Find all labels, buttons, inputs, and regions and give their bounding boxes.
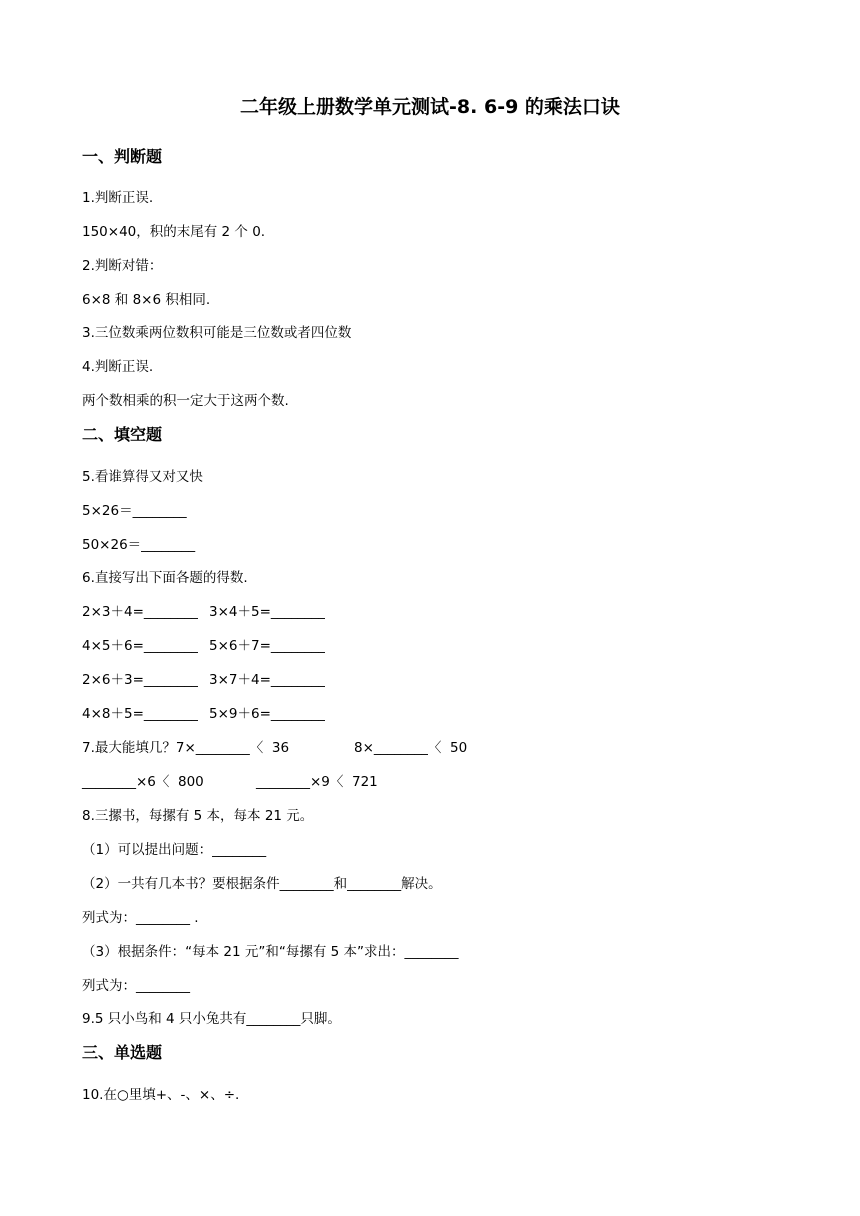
question-7-item-a: 7.最大能填几？7×________〈 36 <box>82 740 290 756</box>
question-8-part-3: （3）根据条件：“每本 21 元”和“每摞有 5 本”求出：________ <box>82 944 459 960</box>
question-6-item: 4×5＋6=________ <box>82 638 198 654</box>
question-6-item: 4×8＋5=________ <box>82 706 198 722</box>
question-9: 9.5 只小鸟和 4 只小兔共有________只脚。 <box>82 1011 341 1027</box>
question-7-item-d: ________×9〈 721 <box>256 774 378 790</box>
question-7-item-b: 8×________〈 50 <box>354 740 468 756</box>
question-2-statement: 6×8 和 8×6 积相同. <box>82 292 211 308</box>
question-8-part-2: （2）一共有几本书？要根据条件________和________解决。 <box>82 876 442 892</box>
question-6-item: 3×7＋4=________ <box>209 672 325 688</box>
question-6: 6.直接写出下面各题的得数. <box>82 570 248 586</box>
question-8-part-2-formula: 列式为：________ . <box>82 910 199 926</box>
question-2: 2.判断对错： <box>82 258 163 274</box>
question-8-part-1: （1）可以提出问题：________ <box>82 842 267 858</box>
question-8-part-3-formula: 列式为：________ <box>82 978 190 994</box>
question-6-item: 5×6＋7=________ <box>209 638 325 654</box>
question-7-item-c: ________×6〈 800 <box>82 774 204 790</box>
question-1-statement: 150×40，积的末尾有 2 个 0. <box>82 224 266 240</box>
question-10: 10.在○里填+、-、×、÷. <box>82 1087 240 1103</box>
question-6-item: 5×9＋6=________ <box>209 706 325 722</box>
question-8: 8.三摞书，每摞有 5 本，每本 21 元。 <box>82 808 314 824</box>
section-heading-fill-blank: 二、填空题 <box>82 425 163 444</box>
section-heading-single-choice: 三、单选题 <box>82 1043 163 1062</box>
question-4: 4.判断正误. <box>82 359 154 375</box>
question-6-item: 3×4＋5=________ <box>209 604 325 620</box>
question-1: 1.判断正误. <box>82 190 154 206</box>
question-5-item-b: 50×26＝________ <box>82 537 196 553</box>
question-5-item-a: 5×26＝________ <box>82 503 187 519</box>
question-6-item: 2×6＋3=________ <box>82 672 198 688</box>
question-3: 3.三位数乘两位数积可能是三位数或者四位数 <box>82 325 352 341</box>
question-5: 5.看谁算得又对又快 <box>82 469 203 485</box>
question-4-statement: 两个数相乘的积一定大于这两个数. <box>82 393 289 409</box>
document-title: 二年级上册数学单元测试-8. 6-9 的乘法口诀 <box>240 96 620 118</box>
section-heading-judgment: 一、判断题 <box>82 147 163 166</box>
question-6-item: 2×3＋4=________ <box>82 604 198 620</box>
